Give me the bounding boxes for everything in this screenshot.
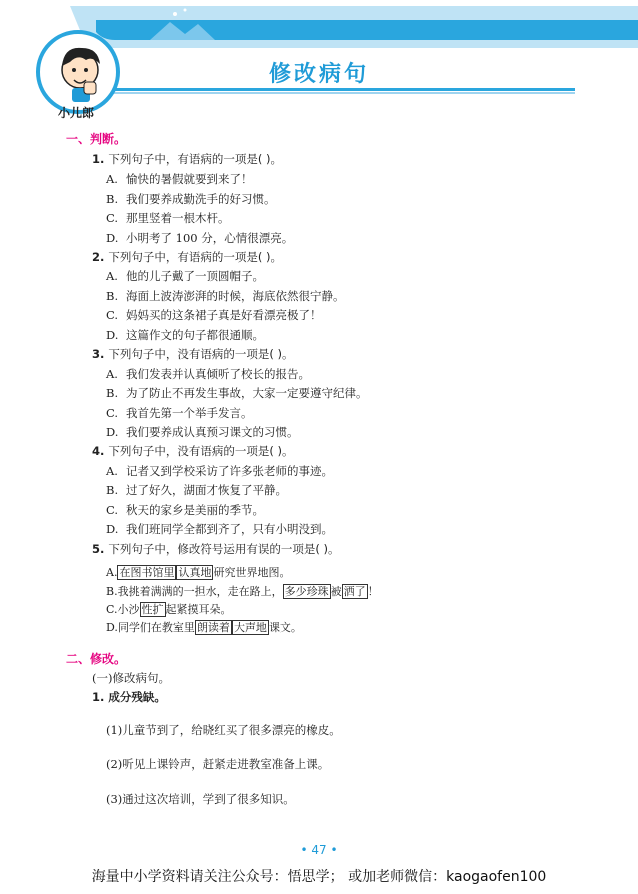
question-1: 1. 下列句子中，有语病的一项是( )。 (92, 152, 283, 166)
question-2: 2. 下列句子中，有语病的一项是( )。 (92, 250, 283, 264)
option: A. 记者又到学校采访了许多张老师的事迹。 (106, 464, 333, 478)
section-heading-revise: 二、修改。 (66, 652, 127, 666)
option: D. 这篇作文的句子都很通顺。 (106, 328, 264, 342)
section-heading-judge: 一、判断。 (66, 132, 127, 146)
question-5: 5. 下列句子中，修改符号运用有误的一项是( )。 (92, 542, 340, 556)
part-title: 1. 成分残缺。 (92, 690, 166, 704)
revise-item: (3)通过这次培训，学到了很多知识。 (106, 792, 295, 806)
option-5b: B.我挑着满满的一担水，走在路上， 多少珍珠 被 洒了 ！ (106, 585, 379, 598)
option: C. 那里竖着一根木杆。 (106, 211, 230, 225)
option: A. 我们发表并认真倾听了校长的报告。 (106, 367, 310, 381)
revise-item: (2)听见上课铃声，赶紧走进教室准备上课。 (106, 757, 330, 771)
option: D. 我们要养成认真预习课文的习惯。 (106, 425, 299, 439)
option: C. 妈妈买的这条裙子真是好看漂亮极了！ (106, 308, 322, 322)
revise-item: (1)儿童节到了，给晓红买了很多漂亮的橡皮。 (106, 723, 341, 737)
option: B. 过了好久，湖面才恢复了平静。 (106, 483, 287, 497)
option: B. 我们要养成勤洗手的好习惯。 (106, 192, 276, 206)
question-3: 3. 下列句子中，没有语病的一项是( )。 (92, 347, 294, 361)
option-5c: C.小沙 性扩 起紧摸耳朵。 (106, 603, 232, 616)
option-5d: D.同学们在教室里 朗读着 大声地 课文。 (106, 621, 302, 634)
page-title: 修改病句 (268, 62, 369, 87)
option-5a: A. 在图书馆里 认真地 研究世界地图。 (106, 566, 291, 579)
subsection-title: (一)修改病句。 (92, 671, 170, 685)
option: A. 愉快的暑假就要到来了！ (106, 172, 253, 186)
option: B. 为了防止不再发生事故，大家一定要遵守纪律。 (106, 386, 368, 400)
footer-text: 海量中小学资料请关注公众号：悟思学； 或加老师微信：kaogaofen100 (91, 869, 547, 885)
option: C. 我首先第一个举手发言。 (106, 406, 253, 420)
option: D. 小明考了 100 分，心情很漂亮。 (106, 231, 294, 245)
page-number: • 47 • (300, 843, 338, 857)
option: C. 秋天的家乡是美丽的季节。 (106, 503, 264, 517)
option: D. 我们班同学全都到齐了，只有小明没到。 (106, 522, 333, 536)
mascot-label: 小儿郎 (58, 106, 95, 120)
option: B. 海面上波涛澎湃的时候，海底依然很宁静。 (106, 289, 345, 303)
option: A. 他的儿子戴了一顶圆帽子。 (106, 269, 264, 283)
question-4: 4. 下列句子中，没有语病的一项是( )。 (92, 444, 294, 458)
